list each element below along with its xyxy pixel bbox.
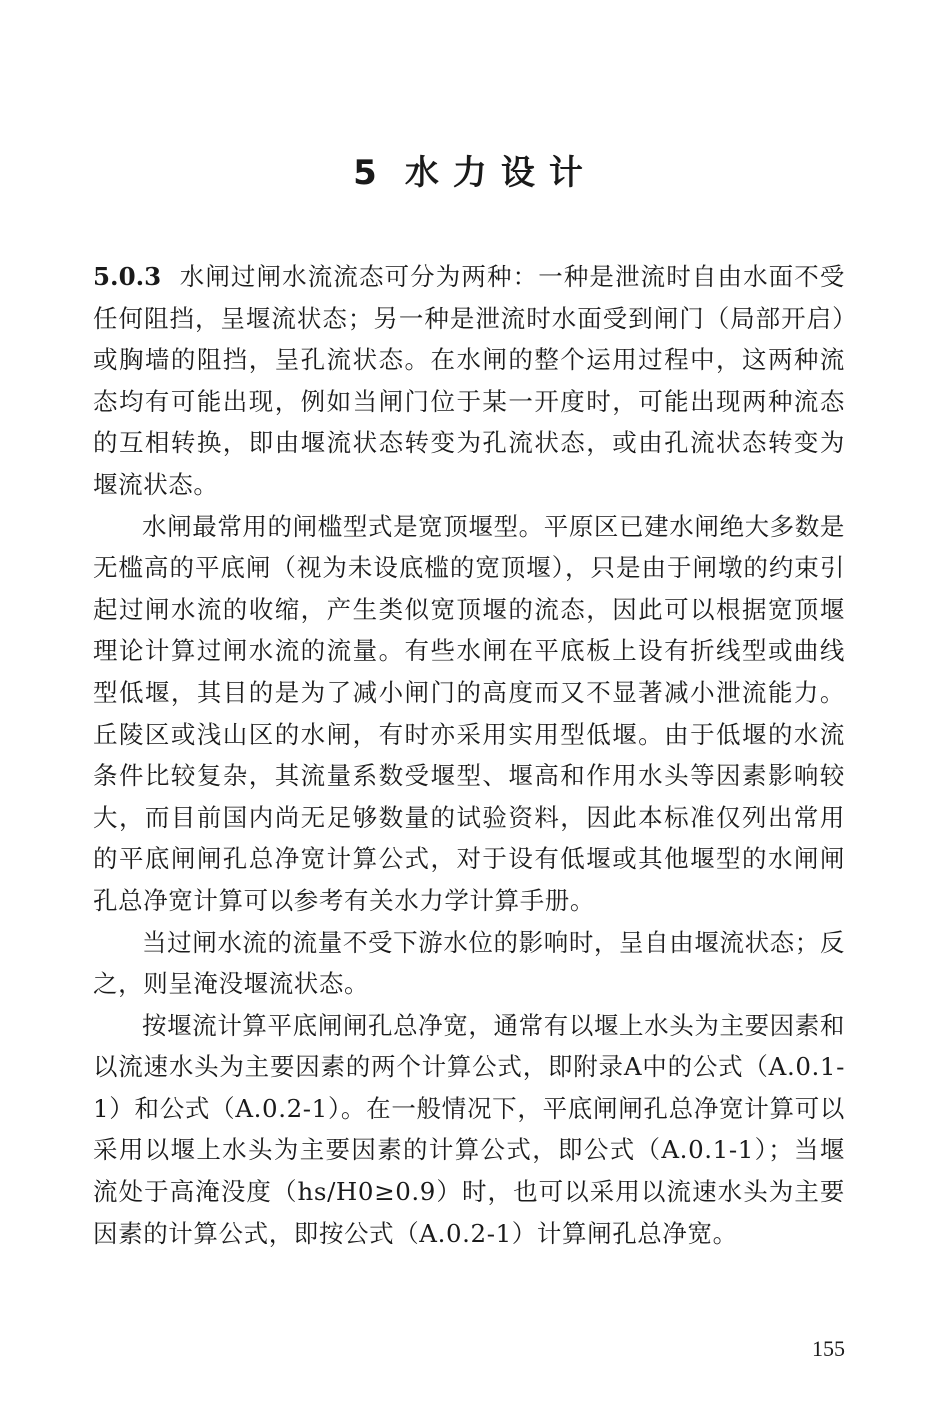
clause-number: 5.0.3 [93,262,162,291]
paragraph-2: 水闸最常用的闸槛型式是宽顶堰型。平原区已建水闸绝大多数是无槛高的平底闸（视为未设底槛的宽顶堰），只是由于闸墩的约束引起过闸水流的收缩，产生类似宽顶堰的流态，因此可以根据宽顶堰理论计算过闸水流的流量。有些水闸在平底板上设有折线型或曲线型低堰，其目的是为了减小闸门的高度而又不显著减小泄流能力。丘陵区或浅山区的水闸，有时亦采用实用型低堰。由于低堰的水流条件比较复杂，其流量系数受堰型、堰高和作用水头等因素影响较大，而目前国内尚无足够数量的试验资料，因此本标准仅列出常用的平底闸闸孔总净宽计算公式，对于设有低堰或其他堰型的水闸闸孔总净宽计算可以参考有关水力学计算手册。 [93,511,845,915]
page-number: 155 [812,1336,845,1361]
chapter-title [0,148,950,198]
paragraph-4: 按堰流计算平底闸闸孔总净宽，通常有以堰上水头为主要因素和以流速水头为主要因素的两个计算公式，即附录A中的公式（A.0.1-1）和公式（A.0.2-1）。在一般情况下，平底闸闸孔总净宽计算可以采用以堰上水头为主要因素的计算公式，即公式（A.0.1-1）；当堰流处于高淹没度（hs/H0≥0.9）时，也可以采用以流速水头为主要因素的计算公式，即按公式（A.0.2-1）计算闸孔总净宽。 [93,1010,845,1248]
paragraph-3: 当过闸水流的流量不受下游水位的影响时，呈自由堰流状态；反之，则呈淹没堰流状态。 [93,927,845,999]
section-body [93,256,845,1254]
paragraph-1 [93,256,845,506]
chapter-title-text: 水力设计 [404,153,597,193]
paragraph-1-text: 水闸过闸水流流态可分为两种：一种是泄流时自由水面不受任何阻挡，呈堰流状态；另一种是泄流时水面受到闸门（局部开启）或胸墙的阻挡，呈孔流状态。在水闸的整个运用过程中，这两种流态均有可能出现，例如当闸门位于某一开度时，可能出现两种流态的互相转换，即由堰流状态转变为孔流状态，或由孔流状态转变为堰流状态。 [93,262,845,499]
chapter-number: 5 [353,153,391,193]
